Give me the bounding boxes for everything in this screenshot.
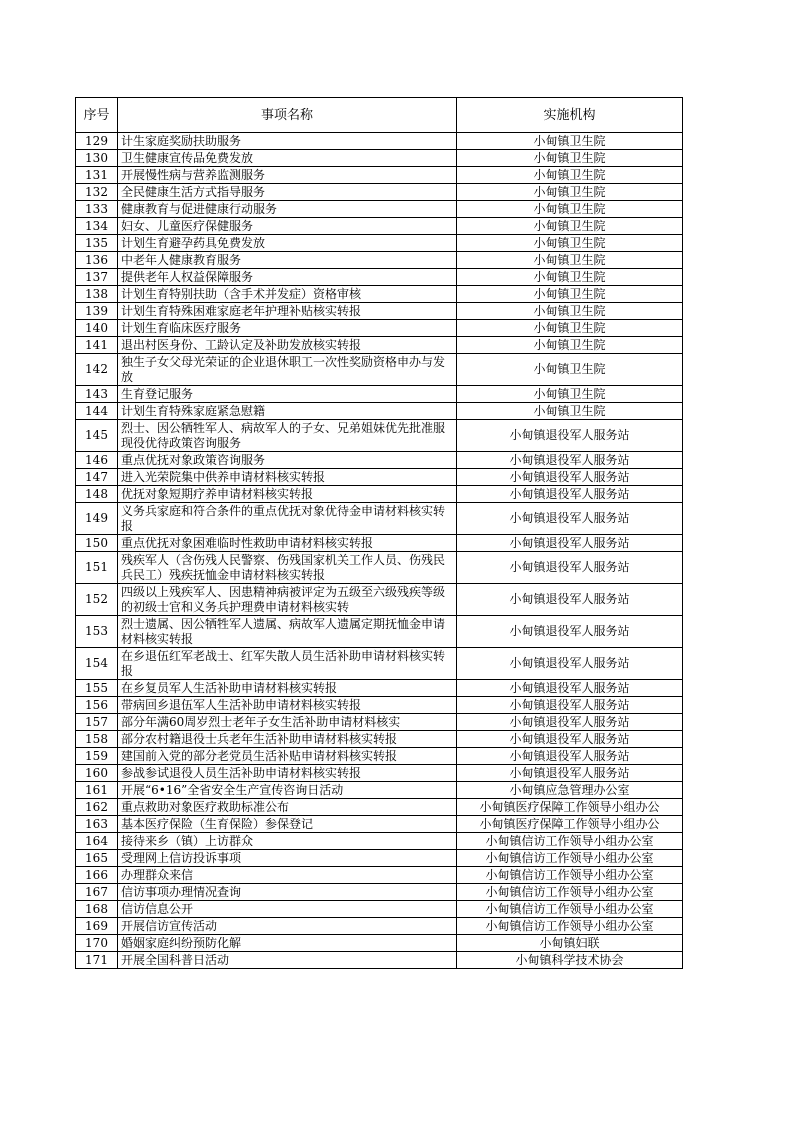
table-row: [76, 252, 683, 269]
cell-serial-number: 144: [76, 403, 118, 420]
cell-implementing-agency: 小甸镇退役军人服务站: [457, 469, 683, 486]
table-header-row: [76, 98, 683, 133]
table-row: [76, 833, 683, 850]
cell-item-name: 烈士、因公牺牲军人、病故军人的子女、兄弟姐妹优先批准服现役优待政策咨询服务: [118, 420, 457, 452]
table-row: [76, 799, 683, 816]
table-row: [76, 269, 683, 286]
cell-serial-number: 152: [76, 584, 118, 616]
table-row: [76, 748, 683, 765]
table-row: [76, 884, 683, 901]
cell-item-name: 卫生健康宣传品免费发放: [118, 150, 457, 167]
table-row: [76, 952, 683, 969]
table-row: [76, 867, 683, 884]
table-row: [76, 584, 683, 616]
table-row: [76, 680, 683, 697]
cell-implementing-agency: 小甸镇退役军人服务站: [457, 616, 683, 648]
cell-serial-number: 149: [76, 503, 118, 535]
cell-item-name: 提供老年人权益保障服务: [118, 269, 457, 286]
table-row: [76, 535, 683, 552]
cell-item-name: 信访信息公开: [118, 901, 457, 918]
cell-serial-number: 170: [76, 935, 118, 952]
table-row: [76, 918, 683, 935]
cell-item-name: 重点救助对象医疗救助标准公布: [118, 799, 457, 816]
cell-serial-number: 158: [76, 731, 118, 748]
cell-item-name: 部分年满60周岁烈士老年子女生活补助申请材料核实: [118, 714, 457, 731]
cell-item-name: 受理网上信访投诉事项: [118, 850, 457, 867]
cell-implementing-agency: 小甸镇信访工作领导小组办公室: [457, 867, 683, 884]
cell-item-name: 优抚对象短期疗养申请材料核实转报: [118, 486, 457, 503]
cell-implementing-agency: 小甸镇医疗保障工作领导小组办公: [457, 816, 683, 833]
table-row: [76, 452, 683, 469]
cell-serial-number: 156: [76, 697, 118, 714]
service-items-table: [75, 97, 683, 969]
table-row: [76, 901, 683, 918]
cell-item-name: 烈士遗属、因公牺牲军人遗属、病故军人遗属定期抚恤金申请材料核实转报: [118, 616, 457, 648]
table-row: [76, 731, 683, 748]
cell-item-name: 独生子女父母光荣证的企业退休职工一次性奖励资格申办与发放: [118, 354, 457, 386]
cell-implementing-agency: 小甸镇退役军人服务站: [457, 680, 683, 697]
cell-item-name: 计划生育避孕药具免费发放: [118, 235, 457, 252]
cell-serial-number: 151: [76, 552, 118, 584]
cell-serial-number: 137: [76, 269, 118, 286]
table-row: [76, 403, 683, 420]
cell-implementing-agency: 小甸镇退役军人服务站: [457, 552, 683, 584]
cell-serial-number: 141: [76, 337, 118, 354]
table-row: [76, 816, 683, 833]
cell-serial-number: 169: [76, 918, 118, 935]
cell-implementing-agency: 小甸镇卫生院: [457, 167, 683, 184]
cell-implementing-agency: 小甸镇卫生院: [457, 218, 683, 235]
cell-implementing-agency: 小甸镇退役军人服务站: [457, 486, 683, 503]
table-row: [76, 337, 683, 354]
cell-implementing-agency: 小甸镇卫生院: [457, 337, 683, 354]
table-row: [76, 235, 683, 252]
cell-serial-number: 130: [76, 150, 118, 167]
cell-serial-number: 143: [76, 386, 118, 403]
cell-implementing-agency: 小甸镇卫生院: [457, 320, 683, 337]
cell-implementing-agency: 小甸镇卫生院: [457, 150, 683, 167]
cell-implementing-agency: 小甸镇退役军人服务站: [457, 535, 683, 552]
cell-implementing-agency: 小甸镇卫生院: [457, 201, 683, 218]
cell-implementing-agency: 小甸镇科学技术协会: [457, 952, 683, 969]
cell-serial-number: 157: [76, 714, 118, 731]
cell-implementing-agency: 小甸镇退役军人服务站: [457, 420, 683, 452]
cell-item-name: 进入光荣院集中供养申请材料核实转报: [118, 469, 457, 486]
cell-serial-number: 171: [76, 952, 118, 969]
cell-serial-number: 154: [76, 648, 118, 680]
table-row: [76, 354, 683, 386]
cell-implementing-agency: 小甸镇卫生院: [457, 386, 683, 403]
cell-serial-number: 129: [76, 133, 118, 150]
cell-serial-number: 167: [76, 884, 118, 901]
cell-implementing-agency: 小甸镇卫生院: [457, 252, 683, 269]
cell-implementing-agency: 小甸镇信访工作领导小组办公室: [457, 918, 683, 935]
cell-item-name: 信访事项办理情况查询: [118, 884, 457, 901]
service-items-sheet: [75, 97, 682, 969]
cell-item-name: 带病回乡退伍军人生活补助申请材料核实转报: [118, 697, 457, 714]
cell-implementing-agency: 小甸镇卫生院: [457, 235, 683, 252]
cell-item-name: 基本医疗保险（生育保险）参保登记: [118, 816, 457, 833]
cell-item-name: 婚姻家庭纠纷预防化解: [118, 935, 457, 952]
table-row: [76, 935, 683, 952]
cell-implementing-agency: 小甸镇退役军人服务站: [457, 714, 683, 731]
table-row: [76, 386, 683, 403]
table-row: [76, 286, 683, 303]
cell-implementing-agency: 小甸镇退役军人服务站: [457, 648, 683, 680]
table-row: [76, 218, 683, 235]
table-row: [76, 503, 683, 535]
cell-serial-number: 165: [76, 850, 118, 867]
cell-serial-number: 166: [76, 867, 118, 884]
cell-item-name: 计划生育特别扶助（含手术并发症）资格审核: [118, 286, 457, 303]
cell-item-name: 建国前入党的部分老党员生活补贴申请材料核实转报: [118, 748, 457, 765]
cell-implementing-agency: 小甸镇卫生院: [457, 403, 683, 420]
header-implementing-agency: 实施机构: [457, 98, 683, 133]
cell-implementing-agency: 小甸镇信访工作领导小组办公室: [457, 901, 683, 918]
cell-item-name: 义务兵家庭和符合条件的重点优抚对象优待金申请材料核实转报: [118, 503, 457, 535]
table-body: [76, 133, 683, 969]
cell-item-name: 在乡复员军人生活补助申请材料核实转报: [118, 680, 457, 697]
table-row: [76, 167, 683, 184]
table-row: [76, 469, 683, 486]
cell-serial-number: 132: [76, 184, 118, 201]
cell-implementing-agency: 小甸镇退役军人服务站: [457, 765, 683, 782]
cell-implementing-agency: 小甸镇退役军人服务站: [457, 584, 683, 616]
table-row: [76, 782, 683, 799]
cell-item-name: 残疾军人（含伤残人民警察、伤残国家机关工作人员、伤残民兵民工）残疾抚恤金申请材料核实转报: [118, 552, 457, 584]
cell-implementing-agency: 小甸镇退役军人服务站: [457, 697, 683, 714]
cell-item-name: 四级以上残疾军人、因患精神病被评定为五级至六级残疾等级的初级士官和义务兵护理费申请材料核实转: [118, 584, 457, 616]
table-row: [76, 420, 683, 452]
cell-item-name: 开展“6•16”全省安全生产宣传咨询日活动: [118, 782, 457, 799]
cell-item-name: 接待来乡（镇）上访群众: [118, 833, 457, 850]
cell-implementing-agency: 小甸镇妇联: [457, 935, 683, 952]
cell-implementing-agency: 小甸镇卫生院: [457, 184, 683, 201]
cell-serial-number: 153: [76, 616, 118, 648]
table-row: [76, 648, 683, 680]
table-row: [76, 850, 683, 867]
cell-implementing-agency: 小甸镇退役军人服务站: [457, 452, 683, 469]
table-row: [76, 552, 683, 584]
cell-serial-number: 161: [76, 782, 118, 799]
cell-item-name: 开展慢性病与营养监测服务: [118, 167, 457, 184]
table-row: [76, 616, 683, 648]
cell-item-name: 全民健康生活方式指导服务: [118, 184, 457, 201]
cell-item-name: 计划生育临床医疗服务: [118, 320, 457, 337]
cell-serial-number: 135: [76, 235, 118, 252]
cell-item-name: 中老年人健康教育服务: [118, 252, 457, 269]
table-row: [76, 320, 683, 337]
cell-serial-number: 131: [76, 167, 118, 184]
cell-item-name: 计生家庭奖励扶助服务: [118, 133, 457, 150]
cell-implementing-agency: 小甸镇信访工作领导小组办公室: [457, 833, 683, 850]
cell-item-name: 计划生育特殊困难家庭老年护理补贴核实转报: [118, 303, 457, 320]
cell-implementing-agency: 小甸镇应急管理办公室: [457, 782, 683, 799]
cell-implementing-agency: 小甸镇卫生院: [457, 286, 683, 303]
cell-implementing-agency: 小甸镇卫生院: [457, 133, 683, 150]
cell-implementing-agency: 小甸镇医疗保障工作领导小组办公: [457, 799, 683, 816]
cell-item-name: 妇女、儿童医疗保健服务: [118, 218, 457, 235]
cell-serial-number: 146: [76, 452, 118, 469]
table-row: [76, 486, 683, 503]
cell-serial-number: 150: [76, 535, 118, 552]
cell-item-name: 计划生育特殊家庭紧急慰籍: [118, 403, 457, 420]
header-serial-number: 序号: [76, 98, 118, 133]
cell-implementing-agency: 小甸镇退役军人服务站: [457, 503, 683, 535]
cell-serial-number: 164: [76, 833, 118, 850]
cell-serial-number: 160: [76, 765, 118, 782]
cell-serial-number: 163: [76, 816, 118, 833]
cell-item-name: 重点优抚对象困难临时性救助申请材料核实转报: [118, 535, 457, 552]
table-row: [76, 150, 683, 167]
table-row: [76, 201, 683, 218]
cell-serial-number: 138: [76, 286, 118, 303]
table-row: [76, 133, 683, 150]
table-row: [76, 303, 683, 320]
table-row: [76, 697, 683, 714]
cell-serial-number: 140: [76, 320, 118, 337]
cell-implementing-agency: 小甸镇卫生院: [457, 354, 683, 386]
cell-serial-number: 145: [76, 420, 118, 452]
cell-item-name: 退出村医身份、工龄认定及补助发放核实转报: [118, 337, 457, 354]
cell-serial-number: 133: [76, 201, 118, 218]
cell-implementing-agency: 小甸镇退役军人服务站: [457, 748, 683, 765]
cell-implementing-agency: 小甸镇信访工作领导小组办公室: [457, 850, 683, 867]
header-item-name: 事项名称: [118, 98, 457, 133]
cell-serial-number: 139: [76, 303, 118, 320]
cell-serial-number: 142: [76, 354, 118, 386]
cell-serial-number: 136: [76, 252, 118, 269]
cell-implementing-agency: 小甸镇卫生院: [457, 303, 683, 320]
cell-implementing-agency: 小甸镇信访工作领导小组办公室: [457, 884, 683, 901]
table-row: [76, 765, 683, 782]
cell-item-name: 生育登记服务: [118, 386, 457, 403]
cell-implementing-agency: 小甸镇退役军人服务站: [457, 731, 683, 748]
cell-item-name: 重点优抚对象政策咨询服务: [118, 452, 457, 469]
cell-item-name: 办理群众来信: [118, 867, 457, 884]
cell-serial-number: 155: [76, 680, 118, 697]
cell-item-name: 健康教育与促进健康行动服务: [118, 201, 457, 218]
cell-serial-number: 134: [76, 218, 118, 235]
cell-serial-number: 148: [76, 486, 118, 503]
cell-serial-number: 147: [76, 469, 118, 486]
cell-item-name: 参战参试退役人员生活补助申请材料核实转报: [118, 765, 457, 782]
cell-serial-number: 162: [76, 799, 118, 816]
cell-item-name: 开展信访宣传活动: [118, 918, 457, 935]
cell-item-name: 部分农村籍退役士兵老年生活补助申请材料核实转报: [118, 731, 457, 748]
cell-item-name: 开展全国科普日活动: [118, 952, 457, 969]
cell-serial-number: 159: [76, 748, 118, 765]
cell-item-name: 在乡退伍红军老战士、红军失散人员生活补助申请材料核实转报: [118, 648, 457, 680]
table-row: [76, 184, 683, 201]
cell-serial-number: 168: [76, 901, 118, 918]
cell-implementing-agency: 小甸镇卫生院: [457, 269, 683, 286]
table-row: [76, 714, 683, 731]
